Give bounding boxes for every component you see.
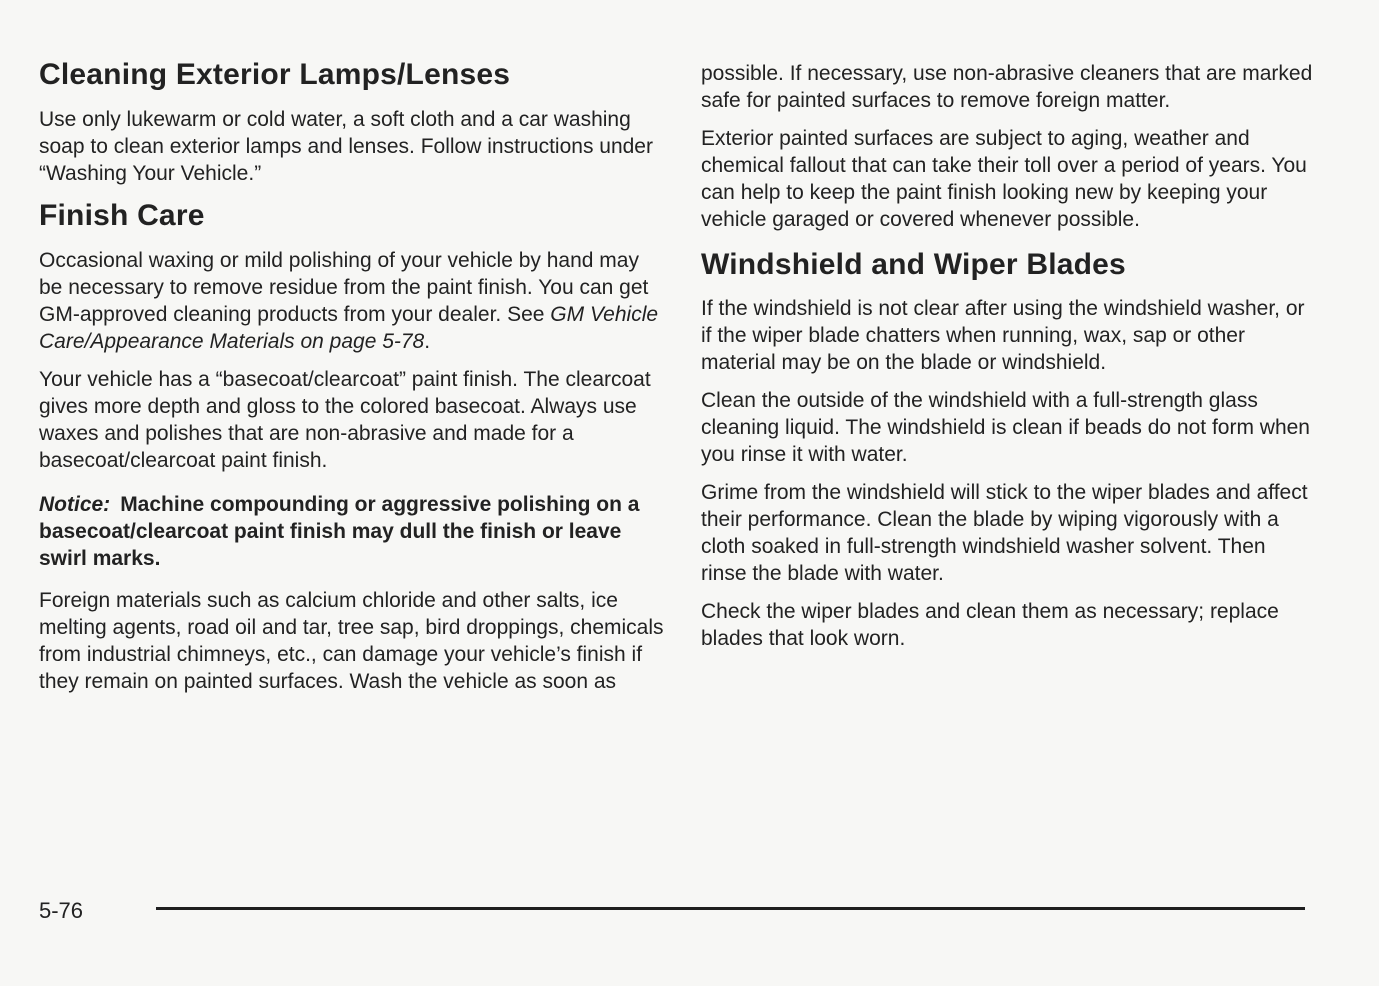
notice-text: Machine compounding or aggressive polishing on a basecoat/clearcoat paint finish may dull the finish or leave swirl marks. — [39, 493, 640, 570]
left-column — [39, 52, 664, 695]
paragraph-waxing-end: . — [424, 330, 431, 353]
heading-cleaning-exterior-lamps: Cleaning Exterior Lamps/Lenses — [39, 58, 511, 91]
paragraph-waxing — [39, 247, 664, 355]
paragraph-foreign-materials: Foreign materials such as calcium chloride and other salts, ice melting agents, road oil and tar, tree sap, bird droppings, chemicals from industrial chimneys, etc., can damage your vehicle’s finish if they remain on painted surfaces. Wash the vehicle as soon as — [39, 589, 664, 693]
paragraph-grime: Grime from the windshield will stick to the wiper blades and affect their performance. Clean the blade by wiping vigorously with a cloth soaked in full-strength windshield washer solvent. Then rinse the blade with water. — [701, 481, 1308, 585]
heading-finish-care: Finish Care — [39, 199, 205, 232]
right-column — [701, 60, 1316, 652]
paragraph-exterior-painted: Exterior painted surfaces are subject to aging, weather and chemical fallout that can take their toll over a period of years. You can help to keep the paint finish looking new by keeping your vehicle garaged or covered whenever possible. — [701, 127, 1307, 231]
paragraph-cleaning-lamps: Use only lukewarm or cold water, a soft cloth and a car washing soap to clean exterior lamps and lenses. Follow instructions under “Washing Your Vehicle.” — [39, 108, 653, 185]
footer-rule — [156, 907, 1305, 910]
paragraph-check-wipers: Check the wiper blades and clean them as necessary; replace blades that look worn. — [701, 600, 1279, 650]
paragraph-waxing-text: Occasional waxing or mild polishing of your vehicle by hand may be necessary to remove residue from the paint finish. You can get GM-approved cleaning products from your dealer. See — [39, 249, 649, 326]
paragraph-windshield-not-clear: If the windshield is not clear after using the windshield washer, or if the wiper blade chatters when running, wax, sap or other material may be on the blade or windshield. — [701, 297, 1305, 374]
page-number: 5-76 — [39, 898, 84, 923]
notice-label: Notice: — [39, 493, 111, 516]
cross-reference-link[interactable]: GM Vehicle Care/Appearance Materials on page 5-78 — [39, 303, 659, 353]
notice-block — [39, 491, 664, 572]
paragraph-basecoat: Your vehicle has a “basecoat/clearcoat” paint finish. The clearcoat gives more depth and gloss to the colored basecoat. Always use waxes and polishes that are non-abrasive and made for a basecoat/clearcoat paint finish. — [39, 368, 651, 472]
paragraph-possible: possible. If necessary, use non-abrasive cleaners that are marked safe for painted surfaces to remove foreign matter. — [701, 62, 1313, 112]
paragraph-clean-outside: Clean the outside of the windshield with a full-strength glass cleaning liquid. The windshield is clean if beads do not form when you rinse it with water. — [701, 389, 1310, 466]
heading-windshield-wiper: Windshield and Wiper Blades — [701, 248, 1126, 281]
